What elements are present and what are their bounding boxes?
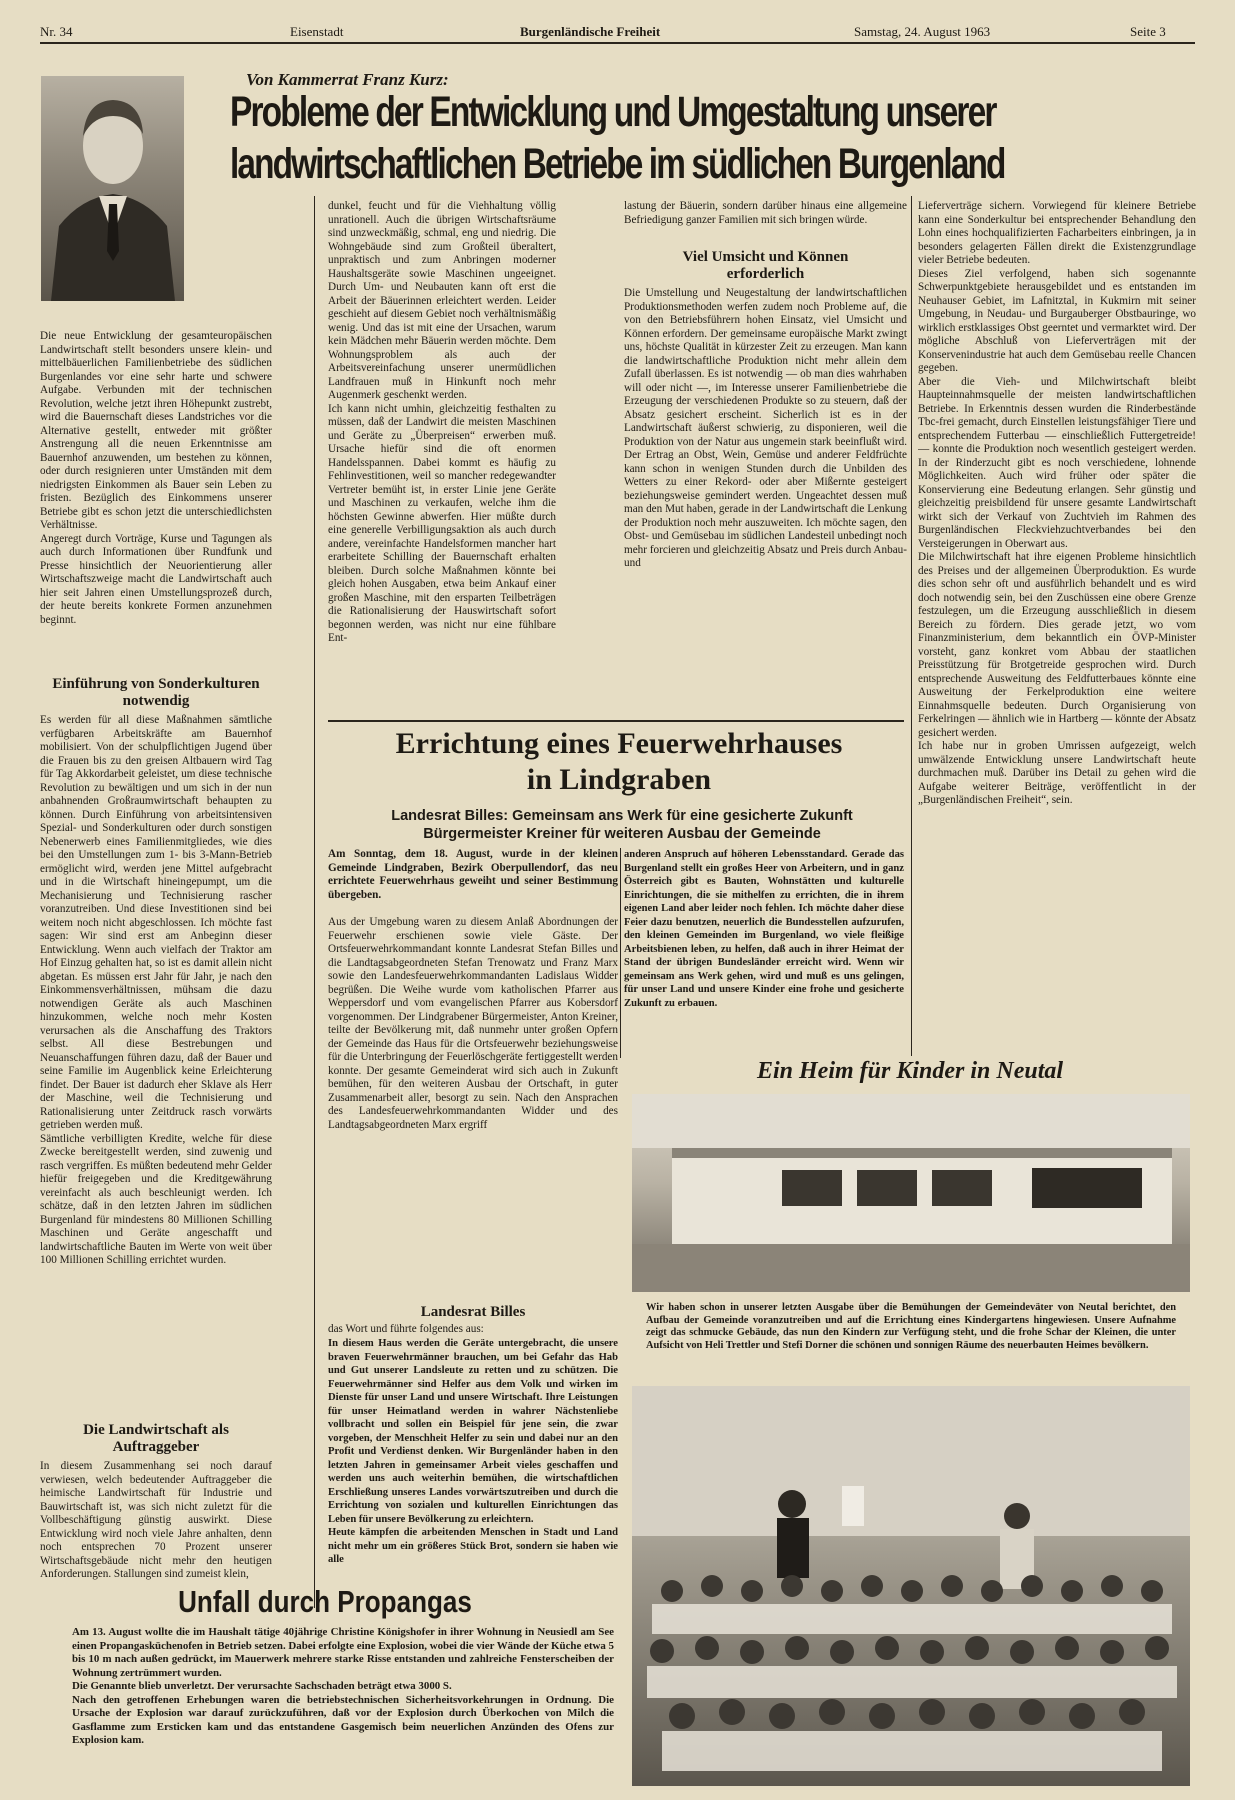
intro-text: Die neue Entwicklung der gesamteuropäischen Landwirtschaft stellt besonders unsere klein- und mittelbäuerlichen Familienbetriebe des südlichen Burgenlandes vor eine sehr harte und schwere Aufgabe. Verbunden mit der technischen Revolution, welche jetzt ihren Höhepunkt zustrebt, wird die Bauernschaft dieses Landstriches vor die Alternative gestellt, entweder mit größter Anstrengung all die neuen Erkenntnisse am Bauernhof anzuwenden, um bestehen zu können, oder durch resignieren unter Umständen mit dem niedrigsten Einkommen als Bauer sein Leben zu fristen. Bezüglich des Einkommens unserer Betriebe gibt es schon jetzt die unterschiedlichsten Verhältnisse. Angeregt durch Vorträge, Kurse und Tagungen als auch durch Informationen über Rundfunk und Presse hinsichtlich der Neuorientierung aller Wirtschaftszweige macht die Landwirtschaft auch hier seit Jahren einen Umstellungsprozeß durch, der heute bereits konkrete Formen anzunehmen beginnt. (40, 330, 272, 626)
author-portrait (41, 76, 184, 301)
fire-body-2: das Wort und führte folgendes aus: (328, 1323, 484, 1335)
auftraggeber-text: In diesem Zusammenhang sei noch darauf verwiesen, welch bedeutender Auftraggeber die heimische Landwirtschaft für Industrie und Bauwirtschaft ist, was sich nicht zuletzt für die Vollbeschäftigung günstig auswirkt. Diese Entwicklung wird noch viele Jahre anhalten, denn noch entsprechen 70 Prozent unserer Wirtschaftsgebäude nicht mehr den heutigen Anforderungen. Stallungen sind zumeist klein, (40, 1460, 272, 1580)
umsicht-text: Die Umstellung und Neugestaltung der landwirtschaftlichen Produktionsmethoden werfen zudem noch Probleme auf, die von den Betriebsführern hohen Einsatz, viel Umsicht und Können erfordern. Der gemeinsame europäische Markt zwingt uns, höchste Qualität in kürzester Zeit zu erzeugen. Man kann die landwirtschaftliche Produktion nicht mehr allein dem Zufall überlassen. Es ist notwendig — ob man dies wahrhaben will oder nicht —, im Interesse unserer Familienbetriebe die Erzeugung der verschiedenen Produkte so zu steuern, daß der Absatz gesichert erscheint. Sicherlich ist es in der Landwirtschaft äußerst schwierig, zu disponieren, weil die Produktion von der Natur aus ungemein stark beeinflußt wird. Der Ertrag an Obst, Wein, Gemüse und anderer Feldfrüchte kann schon in wenigen Stunden durch die Unbilden des Wetters zu einer Rekord- oder aber Mißernte gesteigert beziehungsweise gemindert werden. Ungeachtet dessen muß man den Mut haben, gerade in der Landwirtschaft die Lenkung der Produktion noch mehr auszuweiten. Ich möchte sagen, den Obst- und Gemüsebau im südlichen Landesteil unbedingt noch mehr forcieren und gleichzeitig Absatz und Preis durch Anbau- und (624, 287, 907, 569)
subheading-sonderkulturen: Einführung von Sonderkulturen notwendig (52, 676, 260, 709)
author-byline: Von Kammerrat Franz Kurz: (246, 70, 449, 89)
column-rule-1 (314, 196, 315, 1608)
subheading-umsicht: Viel Umsicht und Können erforderlich (682, 249, 849, 282)
unfall-headline: Unfall durch Propangas (178, 1584, 472, 1619)
headline-line-2: landwirtschaftlichen Betriebe im südlichen Burgenland (230, 140, 1005, 188)
fire-column-rule (620, 848, 621, 1058)
fire-column-1 (328, 848, 618, 1610)
kindergarten-building-photo (632, 1094, 1190, 1292)
fire-subheadline-2: Bürgermeister Kreiner für weiteren Ausbau der Gemeinde (423, 826, 821, 842)
issue-number: Nr. 34 (40, 24, 73, 39)
fire-headline-line-2: in Lindgraben (526, 763, 712, 796)
building-figure (632, 1094, 1190, 1292)
billes-speech-2: anderen Anspruch auf höheren Lebensstandard. Gerade das Burgenland stellt ein großes Heer von Arbeitern, und in ganz Österreich gibt es Bauten, Wohnstätten und kulturelle Einrichtungen, die sie mithelfen zu errichten, die in ihrem eigenen Land aber leider noch fehlen. Ich möchte daher diese Feier dazu benutzen, neuerlich die Bundesstellen aufzurufen, den kleinen Gemeinden im Burgenland, wo viele fleißige Arbeitsbienen leben, zu helfen, daß auch in ihrer Heimat der Stand der übrigen Bundesländer erreicht wird. Wenn wir gemeinsam ans Werk gehen, wird und muß es uns gelingen, für unser Land und unsere Kinder eine frohe und gesicherte Zukunft zu erbauen. (624, 849, 904, 1009)
col3-intro: lastung der Bäuerin, sondern darüber hinaus eine allgemeine Befriedigung ganzer Familien mit sich bringen würde. (624, 200, 907, 226)
article-column-3 (624, 200, 907, 708)
author-portrait-figure (41, 76, 184, 301)
fire-lead: Am Sonntag, dem 18. August, wurde in der kleinen Gemeinde Lindgraben, Bezirk Oberpullendorf, das neu errichtete Feuerwehrhaus geweiht und seiner Bestimmung übergeben. (328, 848, 618, 901)
column-rule-2 (911, 196, 912, 1056)
subheading-billes: Landesrat Billes (420, 1304, 526, 1320)
children-figure (632, 1386, 1190, 1786)
kindergarten-children-photo (632, 1386, 1190, 1786)
article-column-2: dunkel, feucht und für die Viehhaltung völlig unrationell. Auch die übrigen Wirtschaftsräume sind unzweckmäßig, schmal, eng und niedrig. Die Wohngebäude sind zum Großteil überaltert, unpraktisch und zum Anbringen moderner Haushaltsgeräte sowie Maschinen ungeeignet. Durch Um- und Neubauten kann oft erst die Arbeit der Bäuerinnen erleichtert werden. Leider geschieht auf diesem Gebiet noch verhältnismäßig wenig. Und das ist mit eine der Ursachen, warum kein Mädchen mehr Bäuerin werden möchte. Dem Wohnungsproblem als auch der Arbeitsvereinfachung unserer unermüdlichen Landfrauen muß in Hinkunft noch mehr Augenmerk geschenkt werden. Ich kann nicht umhin, gleichzeitig festhalten zu müssen, daß der Landwirt die meisten Maschinen und Geräte zu „Überpreisen“ erwerben muß. Ursache hiefür sind die oft enormen Handelsspannen. Dabei kommt es häufig zu Fehlinvestitionen, weil so mancher redegewandter Vertreter bemüht ist, in erster Linie jene Geräte und Maschinen zu verkaufen, welche ihm die höchsten Gewinne abwerfen. Hier müßte durch eine generelle Verbilligungsaktion als auch durch andere, vereinfachte Handelsformen mancher hart erarbeitete Schilling der Bauernschaft erhalten bleiben. Durch solche Maßnahmen könnte bei gleich hohen Ausgaben, etwa beim Ankauf einer großen Maschine, mit den ersparten Teilbeträgen die Rationalisierung der Hauswirtschaft sofort begonnen werden, was nicht nur eine fühlbare Ent- (328, 200, 556, 644)
issue-date: Samstag, 24. August 1963 (854, 24, 991, 39)
fire-body: Aus der Umgebung waren zu diesem Anlaß Abordnungen der Feuerwehr erschienen sowie viele Gäste. Der Ortsfeuerwehrkommandant konnte Landesrat Stefan Billes und die Landtagsabgeordneten Stefan Trenowatz und Franz Marx sowie den Landesfeuerwehrkommandanten Ladislaus Widder begrüßen. Die Weihe wurde vom katholischen Pfarrer aus Weppersdorf und vom evangelischen Pfarrer aus Kobersdorf vorgenommen. Der Lindgrabener Bürgermeister, Anton Kreiner, teilte der Bevölkerung mit, daß nunmehr unter großen Opfern der Gemeinde das Haus für die Ortsfeuerwehr beziehungsweise für die Unterbringung der Feuerlöschgeräte fertiggestellt werden konnte. Der gesamte Gemeinderat wird sich auch in Zukunft bemühen, für den weiteren Ausbau der Ortschaft, in guter Zusammenarbeit aller, besorgt zu sein. Nach den Ansprachen des Landesfeuerwehrkommandanten Widder und des Landtagsabgeordneten Marx ergriff (328, 916, 618, 1131)
article-column-1 (40, 330, 272, 1612)
page-header (40, 22, 1195, 42)
page-number: Seite 3 (1130, 24, 1166, 39)
headline-line-1: Probleme der Entwicklung und Umgestaltung unserer (230, 88, 996, 136)
header-rule (40, 42, 1195, 44)
newspaper-name: Burgenländische Freiheit (520, 24, 661, 39)
fire-top-rule (328, 720, 904, 722)
sonderkulturen-text: Es werden für all diese Maßnahmen sämtliche verfügbaren Arbeitskräfte am Bauernhof mobilisiert. Von der schulpflichtigen Jugend über die Frauen bis zu den greisen Altbauern wird Tag für Tag Akkordarbeit geleistet, um diese technische Revolution zu bewältigen und um sich in der nun anbahnenden Großraumwirtschaft behaupten zu können. Durch Einführung von arbeitsintensiven Spezial- und Sonderkulturen oder durch sonstigen Nebenerwerb eines Familienmitgliedes, wie dies bei den Umstellungen zum 1- bis 3-Mann-Betrieb ermöglicht wird, werden jene Mittel aufgebracht und in die Wirtschaft hineingepumpt, um die Mechanisierung und Technisierung rascher voranzutreiben. Und diese Investitionen sind bei weitem noch nicht abgeschlossen. Ich möchte fast sagen: Wir sind erst am Anbeginn dieser Entwicklung. Wenn auch vielfach der Traktor am Hof Einzug gehalten hat, so ist es damit allein nicht abgetan. Es müssen erst Jahr für Jahr, je nach den Einkommensverhältnissen, mühsam die dazu notwendigen Geräte als auch Maschinen hinzukommen, welche noch mehr Kosten verursachen als die Anschaffung des Traktors selbst. All diese Bestrebungen und Neuanschaffungen führen dazu, daß der Bauer und seine Familie im Augenblick keine Erleichterung findet. Der Bauer ist dadurch eher Sklave als Herr der Maschine, weil die Technisierung und Rationalisierung unter Zeitdruck rasch vorwärts getrieben werden muß. Sämtliche verbilligten Kredite, welche für diese Zwecke bereitgestellt werden, sind zuwenig und rasch vergriffen. Es müßten bedeutend mehr Gelder hiefür freigegeben und die Kreditgewährung vereinfacht als auch beschleunigt werden. Ich schätze, daß in den letzten Jahren im südlichen Burgenland für mindestens 80 Millionen Schilling Maschinen und Geräte angeschafft und landwirtschaftliche Bauten im Werte von weit über 100 Millionen Schilling errichtet wurden. (40, 714, 272, 1266)
fire-headline-line-1: Errichtung eines Feuerwehrhauses (395, 727, 843, 760)
billes-speech-1: In diesem Haus werden die Geräte untergebracht, die unsere braven Feuerwehrmänner brauchen, um bei Gefahr das Hab und Gut unserer Landsleute zu retten und zu schützen. Die Feuerwehrmänner sind Helfer aus dem Volk und wirken im Dienste für unser Land und unsere Wirtschaft. Ihre Leistungen für unser Heimatland werden in wahrer Nächstenliebe vollbracht und sollen ein Beispiel für jene sein, die zwar vorgeben, der Menschheit Helfer zu sein und dabei nur an den Profit und Verdienst denken. Wir Burgenländer haben in den letzten Jahren in gemeinsamer Arbeit vieles geschaffen und werden uns auch weiterhin bemühen, die wirtschaftlichen Erschließung unseres Landes vorwärtszutreiben und durch die Errichtung von sozialen und kulturellen Einrichtungen das Leben für unsere Bevölkerung zu erleichtern. Heute kämpfen die arbeitenden Menschen in Stadt und Land nicht mehr um ein größeres Stück Brot, sondern sie haben wie alle (328, 1338, 618, 1565)
article-column-4: Lieferverträge sichern. Vorwiegend für kleinere Betriebe kann eine Sonderkultur bei entsprechender Behandlung den Lohn eines hochqualifizierten Facharbeiters einbringen, ja in besonders gelagerten Fällen direkt die Existenzgrundlage vieler Betriebe bedeuten. Dieses Ziel verfolgend, haben sich sogenannte Schwerpunktgebiete herausgebildet und es entstanden im Neuhauser Gebiet, im Lafnitztal, in Kukmirn mit seiner Umgebung, in Neudau- und Burgauberger Obstbauringe, wo wirklich erstklassiges Obst geerntet und vermarktet wird. Der mögliche Abschluß von Lieferverträgen mit der Konservenindustrie hat auch dem Gemüsebau reelle Chancen gegeben. Aber die Vieh- und Milchwirtschaft bleibt Haupteinnahmsquelle der meisten landwirtschaftlichen Betriebe. In Erkenntnis dessen wurden die Rinderbestände Tbc-frei gemacht, durch Einstellen leistungsfähiger Tiere und entsprechendem Futterbau — einschließlich Futtergetreide! — konnte die Produktion noch wesentlich gesteigert werden. In der Rinderzucht gibt es noch verschiedene, lohnende Möglichkeiten. Auch wird früher oder später die Konservierung eine Bedeutung erlangen. Sehr günstig und gleichzeitig preisbildend für unsere gesamte Landwirtschaft wirkt sich der Verkauf von Zuchtvieh im Rahmen des Burgenländischen Fleckviehzuchtverbandes bei den Versteigerungen in Oberwart aus. Die Milchwirtschaft hat ihre eigenen Probleme hinsichtlich des Preises und der allgemeinen Überproduktion. Es wurde dies schon sehr oft und ausführlich behandelt und es wird doch notwendig sein, bei den Zuschüssen eine obere Grenze festzulegen, um die Erzeugung ausschließlich in diesem Bereich zu fördern. Dies gerade jetzt, wo vom Finanzministerium, dem bekanntlich ein ÖVP-Minister vorsteht, ganz konkret vom Abbau der staatlichen Preisstützung für Brotgetreide gesprochen wird. Durch entsprechende Ausweitung des Feldfutterbaues könnte eine Ausweitung der Ferkelproduktion eine weitere Einnahmsquelle bedeuten. Durch Organisierung von Ferkelringen — ähnlich wie in Hartberg — könnte der Absatz gesichert werden. Ich habe nur in groben Umrissen aufgezeigt, welch umwälzende Entwicklung unsere Landwirtschaft heute durchmachen muß. Darüber ins Detail zu gehen wird die Aufgabe weiterer Beiträge, veröffentlicht in der „Burgenländischen Freiheit“, sein. (918, 200, 1196, 806)
subheading-auftraggeber: Die Landwirtschaft als Auftraggeber (83, 1422, 229, 1455)
header-place: Eisenstadt (290, 24, 344, 39)
kinder-headline: Ein Heim für Kinder in Neutal (756, 1058, 1064, 1084)
kinder-caption: Wir haben schon in unserer letzten Ausgabe über die Bemühungen der Gemeindeväter von Neutal berichtet, den Aufbau der Gemeinde voranzutreiben und auf die Errichtung eines Kindergartens hingewiesen. Unsere Aufnahme zeigt das schmucke Gebäude, das nun den Kindern zur Verfügung steht, und die frohe Schar der Kleinen, die unter Aufsicht von Heli Trettler und Stefi Dorner die schönen und sonnigen Räume des neuerbauten Heimes bevölkern. (646, 1302, 1176, 1351)
unfall-text: Am 13. August wollte die im Haushalt tätige 40jährige Christine Königshofer in ihrer Wohnung in Neusiedl am See einen Propangasküchenofen in Betrieb setzen. Dabei erfolgte eine Explosion, wobei die vier Wände der Küche etwa 5 bis 10 m nach außen gedrückt, im Mauerwerk mehrere starke Risse entstanden und zahlreiche Fensterscheiben der Wohnung zertrümmert wurden. Die Genannte blieb unverletzt. Der verursachte Sachschaden beträgt etwa 3000 S. Nach den getroffenen Erhebungen waren die betriebstechnischen Sicherheitsvorkehrungen in Ordnung. Die Ursache der Explosion war darauf zurückzuführen, daß vor der Explosion durch Überkochen von Milch die Gasflamme zum Ersticken kam und das entstandene Gasgemisch beim neuerlichen Anzünden des Ofens zur Explosion kam. (72, 1626, 614, 1746)
fire-subheadline-1: Landesrat Billes: Gemeinsam ans Werk für eine gesicherte Zukunft (391, 808, 853, 824)
